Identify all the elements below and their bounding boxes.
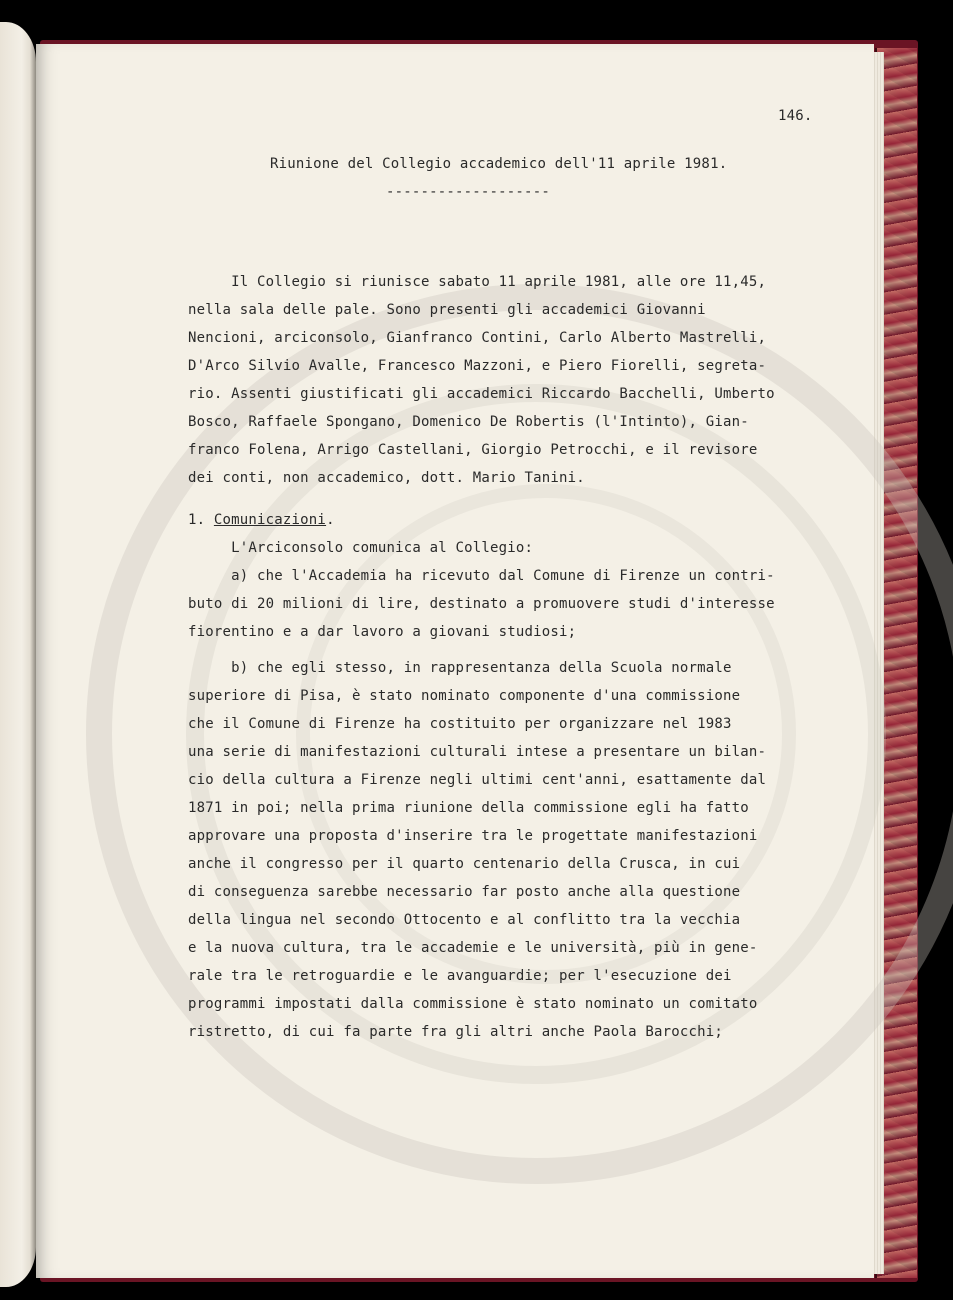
bleed-through-seal-small — [296, 484, 796, 984]
text-line: ristretto, di cui fa parte fra gli altri anche Paola Barocchi; — [188, 1024, 723, 1040]
page-number: 146. — [778, 108, 813, 124]
text-line: una serie di manifestazioni culturali intese a presentare un bilan- — [188, 744, 767, 760]
text-line: b) che egli stesso, in rappresentanza della Scuola normale — [188, 660, 732, 676]
title-underline-rule: ------------------- — [386, 184, 550, 200]
text-line: franco Folena, Arrigo Castellani, Giorgio Petrocchi, e il revisore — [188, 442, 758, 458]
section-heading — [188, 512, 335, 528]
text-line: D'Arco Silvio Avalle, Francesco Mazzoni, e Piero Fiorelli, segreta- — [188, 358, 767, 374]
text-line: Bosco, Raffaele Spongano, Domenico De Robertis (l'Intinto), Gian- — [188, 414, 749, 430]
text-line: buto di 20 milioni di lire, destinato a promuovere studi d'interesse — [188, 596, 775, 612]
text-line: programmi impostati dalla commissione è stato nominato un comitato — [188, 996, 758, 1012]
text-line: rio. Assenti giustificati gli accademici Riccardo Bacchelli, Umberto — [188, 386, 775, 402]
text-line: a) che l'Accademia ha ricevuto dal Comune di Firenze un contri- — [188, 568, 775, 584]
section-title: Comunicazioni — [213, 512, 327, 528]
text-line: superiore di Pisa, è stato nominato componente d'una commissione — [188, 688, 741, 704]
section-period: . — [326, 512, 335, 528]
text-line: e la nuova cultura, tra le accademie e le università, più in gene- — [188, 940, 758, 956]
text-line: 1871 in poi; nella prima riunione della commissione egli ha fatto — [188, 800, 749, 816]
text-line: Il Collegio si riunisce sabato 11 aprile 1981, alle ore 11,45, — [188, 274, 767, 290]
section-number: 1. — [188, 512, 214, 528]
text-line: Nencioni, arciconsolo, Gianfranco Contini, Carlo Alberto Mastrelli, — [188, 330, 767, 346]
text-line: nella sala delle pale. Sono presenti gli accademici Giovanni — [188, 302, 706, 318]
text-line: che il Comune di Firenze ha costituito per organizzare nel 1983 — [188, 716, 732, 732]
intro-line: L'Arciconsolo comunica al Collegio: — [188, 540, 534, 556]
text-line: di conseguenza sarebbe necessario far posto anche alla questione — [188, 884, 741, 900]
text-line: approvare una proposta d'inserire tra le progettate manifestazioni — [188, 828, 758, 844]
text-line: dei conti, non accademico, dott. Mario Tanini. — [188, 470, 585, 486]
text-line: rale tra le retroguardie e le avanguardie; per l'esecuzione dei — [188, 968, 732, 984]
text-line: anche il congresso per il quarto centenario della Crusca, in cui — [188, 856, 741, 872]
page-title: Riunione del Collegio accademico dell'11 aprile 1981. — [270, 156, 728, 172]
text-line: fiorentino e a dar lavoro a giovani studiosi; — [188, 624, 577, 640]
text-line: cio della cultura a Firenze negli ultimi cent'anni, esattamente dal — [188, 772, 767, 788]
text-line: della lingua nel secondo Ottocento e al conflitto tra la vecchia — [188, 912, 741, 928]
